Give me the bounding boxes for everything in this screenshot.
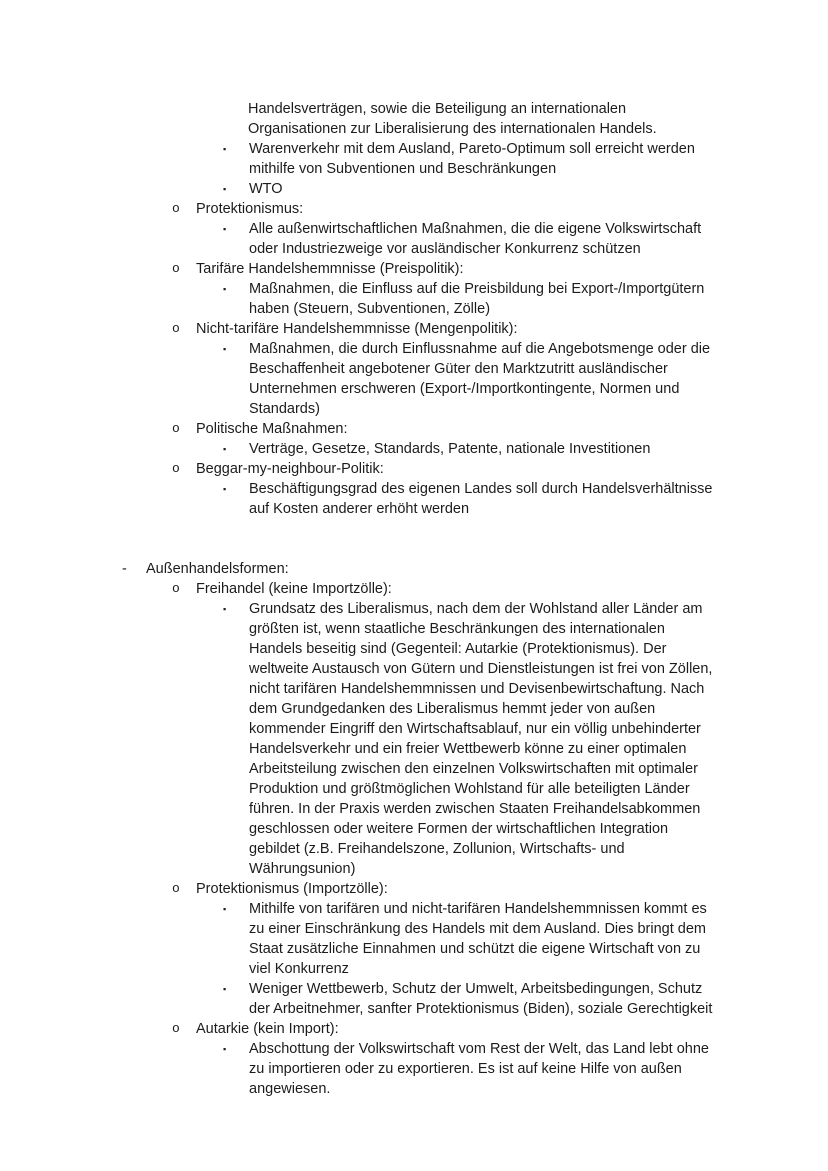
list-item-text: Warenverkehr mit dem Ausland, Pareto-Optimum soll erreicht werden mithilfe von Subventionen und Beschränkungen <box>249 141 695 177</box>
list-item <box>172 579 714 599</box>
list-item-text: WTO <box>249 181 283 197</box>
list-item <box>172 879 714 899</box>
list-item <box>222 279 714 319</box>
list-item-text: Mithilfe von tarifären und nicht-tarifären Handelshemmnissen kommt es zu einer Einschränkung des Handels mit dem Ausland. Dies bringt dem Staat zusätzliche Einnahmen und schützt die eigene Wirtschaft von zu viel Konkurrenz <box>249 901 707 977</box>
list-item-text: Handelsverträgen, sowie die Beteiligung an internationalen Organisationen zur Liberalisierung des internationalen Handels. <box>248 101 657 137</box>
square-bullet: ▪ <box>223 904 227 914</box>
list-item <box>172 199 714 219</box>
list-item-text: Freihandel (keine Importzölle): <box>196 581 392 597</box>
list-item-text: Maßnahmen, die Einfluss auf die Preisbildung bei Export-/Importgütern haben (Steuern, Subventionen, Zölle) <box>249 281 705 317</box>
list-item-text: Abschottung der Volkswirtschaft vom Rest der Welt, das Land lebt ohne zu importieren oder zu exportieren. Es ist auf keine Hilfe von außen angewiesen. <box>249 1041 709 1097</box>
list-item-text: Beggar-my-neighbour-Politik: <box>196 461 384 477</box>
square-bullet: ▪ <box>223 444 227 454</box>
list-item-text: Alle außenwirtschaftlichen Maßnahmen, die die eigene Volkswirtschaft oder Industriezweige vor ausländischer Konkurrenz schützen <box>249 221 702 257</box>
circle-bullet: o <box>172 321 180 336</box>
square-bullet: ▪ <box>223 224 227 234</box>
list-item <box>222 179 714 199</box>
list-item <box>122 559 714 579</box>
square-bullet: ▪ <box>223 484 227 494</box>
list-item-text: Politische Maßnahmen: <box>196 421 348 437</box>
list-item-text: Weniger Wettbewerb, Schutz der Umwelt, Arbeitsbedingungen, Schutz der Arbeitnehmer, sanfter Protektionismus (Biden), soziale Gerechtigkeit <box>249 981 713 1017</box>
list-item <box>222 979 714 1019</box>
circle-bullet: o <box>172 881 180 896</box>
list-item <box>222 1039 714 1099</box>
list-item-text: Verträge, Gesetze, Standards, Patente, nationale Investitionen <box>249 441 651 457</box>
list-item <box>222 139 714 179</box>
list-item-text: Tarifäre Handelshemmnisse (Preispolitik): <box>196 261 464 277</box>
list-item <box>172 419 714 439</box>
list-item <box>222 339 714 419</box>
square-bullet: ▪ <box>223 1044 227 1054</box>
list-item <box>222 899 714 979</box>
square-bullet: ▪ <box>223 144 227 154</box>
square-bullet: ▪ <box>223 344 227 354</box>
list-item <box>172 259 714 279</box>
list-item-text: Grundsatz des Liberalismus, nach dem der Wohlstand aller Länder am größten ist, wenn staatliche Beschränkungen des internationalen Handels beseitig sind (Gegenteil: Autarkie (Protektionismus). Der weltweite Austausch von Gütern und Dienstleistungen ist frei von Zöllen, nicht tarifären Handelshemmnissen und Devisenbewirtschaftung. Nach dem Grundgedanken des Liberalismus hemmt jeder von außen kommender Eingriff den Wirtschaftsablauf, nur ein völlig unbehinderter Handelsverkehr und ein freier Wettbewerb könne zu einer optimalen Arbeitsteilung zwischen den einzelnen Volkswirtschaften mit optimaler Produktion und größtmöglichen Wohlstand für alle beteiligten Länder führen. In der Praxis werden zwischen Staaten Freihandelsabkommen geschlossen oder weitere Formen der wirtschaftlichen Integration gebildet (z.B. Freihandelszone, Zollunion, Wirtschafts- und Währungsunion) <box>249 601 713 877</box>
list-item <box>222 479 714 519</box>
square-bullet: ▪ <box>223 284 227 294</box>
list-item <box>172 459 714 479</box>
list-item-text: Maßnahmen, die durch Einflussnahme auf die Angebotsmenge oder die Beschaffenheit angebotener Güter den Marktzutritt ausländischer Unternehmen erschweren (Export-/Importkontingente, Normen und Standards) <box>249 341 711 417</box>
list-item-text: Autarkie (kein Import): <box>196 1021 339 1037</box>
list-item <box>222 219 714 259</box>
square-bullet: ▪ <box>223 984 227 994</box>
list-item-text: Beschäftigungsgrad des eigenen Landes soll durch Handelsverhältnisse auf Kosten anderer erhöht werden <box>249 481 713 517</box>
square-bullet: ▪ <box>223 604 227 614</box>
list-item <box>222 99 714 139</box>
circle-bullet: o <box>172 581 180 596</box>
circle-bullet: o <box>172 261 180 276</box>
square-bullet: ▪ <box>223 184 227 194</box>
list-item <box>222 599 714 879</box>
list-item-text: Nicht-tarifäre Handelshemmnisse (Mengenpolitik): <box>196 321 518 337</box>
list-item-text: Protektionismus (Importzölle): <box>196 881 388 897</box>
circle-bullet: o <box>172 461 180 476</box>
list-item-text: Protektionismus: <box>196 201 304 217</box>
list-item-text: Außenhandelsformen: <box>146 561 289 577</box>
dash-bullet: - <box>122 561 127 577</box>
circle-bullet: o <box>172 1021 180 1036</box>
circle-bullet: o <box>172 201 180 216</box>
list-item <box>172 319 714 339</box>
list-item <box>172 1019 714 1039</box>
list-item <box>222 439 714 459</box>
circle-bullet: o <box>172 421 180 436</box>
